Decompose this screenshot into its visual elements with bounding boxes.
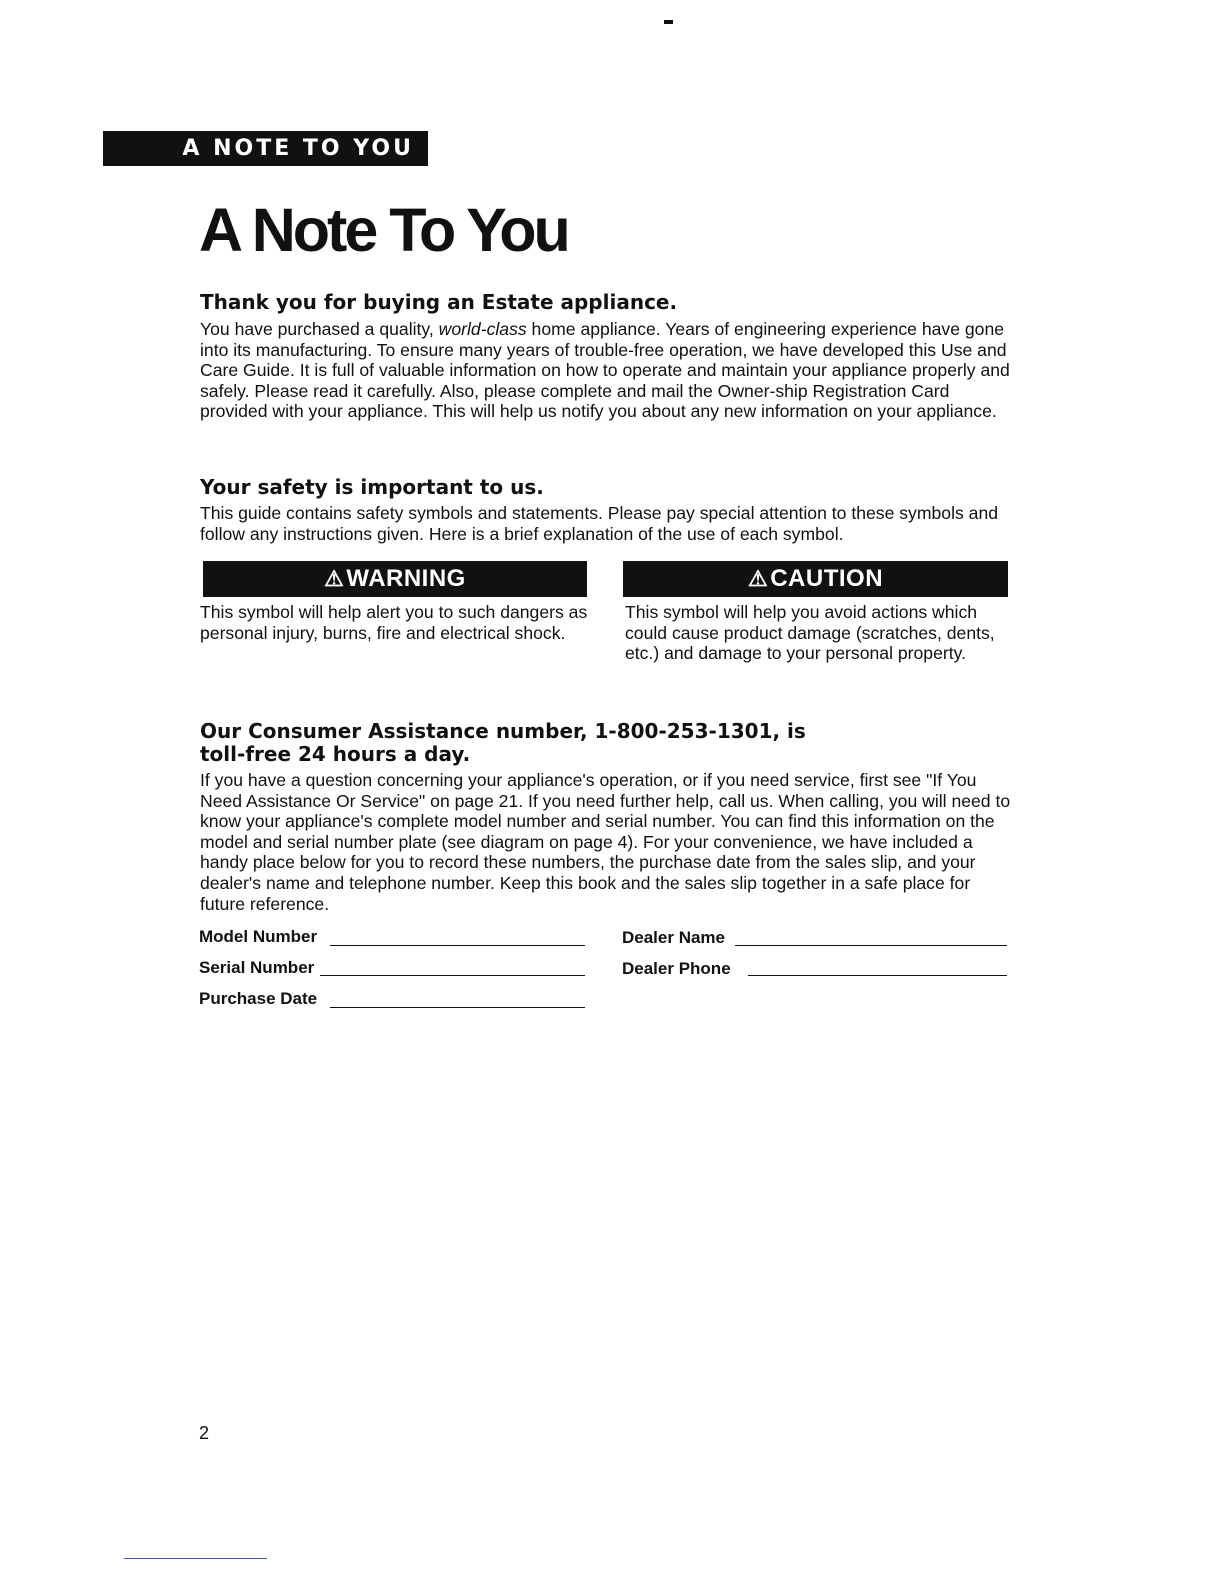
bottom-rule [124, 1558, 267, 1559]
dealer-phone-label: Dealer Phone [622, 959, 731, 978]
caution-triangle-icon: ⚠ [747, 566, 769, 591]
page-number: 2 [199, 1423, 210, 1443]
assistance-body: If you have a question concerning your appliance's operation, or if you need service, first see "If You Need Assistance Or Service" on page 21. If you need further help, call us. When calling, you will need to know your appliance's complete model number and serial number. You can find this information on the model and serial number plate (see diagram on page 4). For your convenience, we have included a handy place below for you to record these numbers, the purchase date from the sales slip, and your dealer's name and telephone number. Keep this book and the sales slip together in a safe place for future reference. [200, 770, 1011, 914]
purchase-date-line[interactable] [330, 1007, 585, 1008]
safety-body: This guide contains safety symbols and statements. Please pay special attention to these symbols and follow any instructions given. Here is a brief explanation of the use of each symbol. [200, 503, 999, 544]
dealer-phone-line[interactable] [748, 975, 1007, 976]
thanks-body-part2: home appliance. Years of engineering experience have gone into its manufacturing. To ensure many years of trouble-free operation, we have developed this Use and Care Guide. It is full of valuable information on how to operate and maintain your appliance properly and safely. Please read it carefully. Also, please complete and mail the Owner-ship Registration Card provided with your appliance. This will help us notify you about any new information on your appliance. [200, 319, 1010, 422]
purchase-date-label: Purchase Date [199, 989, 318, 1008]
dealer-name-line[interactable] [735, 945, 1007, 946]
thanks-heading: Thank you for buying an Estate appliance. [200, 290, 678, 314]
warning-triangle-icon: ⚠ [324, 566, 345, 591]
warning-label: WARNING [346, 565, 466, 592]
model-number-line[interactable] [330, 945, 585, 946]
serial-number-label: Serial Number [199, 958, 315, 977]
dealer-name-label: Dealer Name [622, 928, 726, 947]
serial-number-line[interactable] [320, 975, 585, 976]
thanks-body [200, 319, 1020, 422]
caution-description: This symbol will help you avoid actions which could cause product damage (scratches, dents, etc.) and damage to your personal property. [625, 602, 995, 664]
warning-banner [203, 561, 587, 597]
model-number-label: Model Number [199, 927, 318, 946]
assistance-heading-line1: Our Consumer Assistance number, 1-800-253-1301, is [200, 719, 806, 743]
warning-description: This symbol will help alert you to such dangers as personal injury, burns, fire and electrical shock. [200, 602, 588, 643]
caution-label: CAUTION [770, 565, 884, 592]
safety-heading: Your safety is important to us. [200, 475, 544, 499]
caution-banner [623, 561, 1008, 597]
section-banner: A NOTE TO YOU [103, 131, 428, 166]
page-title: A Note To You [199, 196, 568, 264]
thanks-body-part1: You have purchased a quality, [200, 319, 439, 339]
assistance-heading-line2: toll-free 24 hours a day. [200, 742, 471, 766]
scan-artifact [664, 20, 673, 24]
thanks-body-emphasis: world-class [438, 319, 527, 339]
